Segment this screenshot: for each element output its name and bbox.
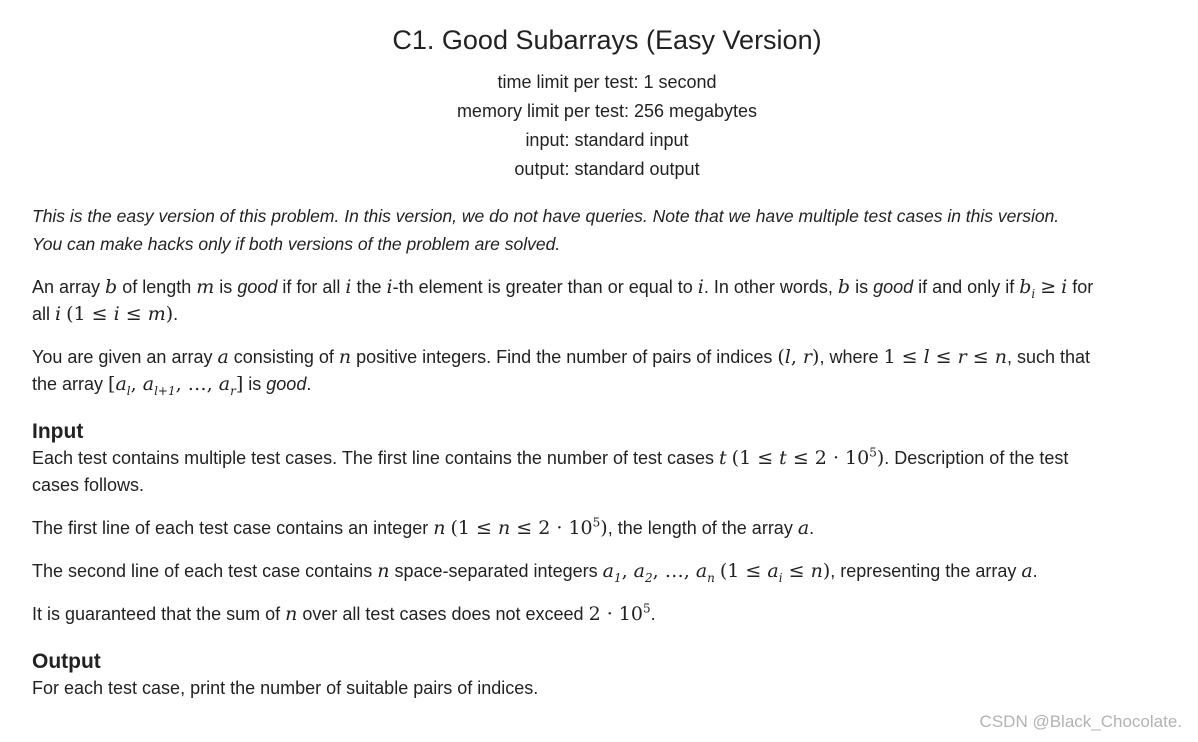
input-paragraph-1: Each test contains multiple test cases. The first line contains the number of test cases t $(1 \le t \le 2 \cdot 10^5)$. Description of the test cases follows. xyxy=(32,445,1069,495)
csdn-watermark: CSDN @Black_Chocolate. xyxy=(979,712,1182,731)
input-section-title: Input xyxy=(32,420,84,443)
statement-paragraph-1: An array b of length m is good if for all i the i-th element is greater than or equal to i. In other words, b is good if and only if $b_i \ge i$ for all i (1 ≤ i ≤ m). xyxy=(32,276,1094,325)
statement-paragraph-2: You are given an array a consisting of n positive integers. Find the number of pairs of indices (l, r), where 1 ≤ l ≤ r ≤ n, such that the array [$a_l$, $a_{l+1}$, …, $a_r$] is good. xyxy=(32,346,1091,398)
problem-statement xyxy=(32,0,1182,702)
output-paragraph-1: For each test case, print the number of suitable pairs of indices. xyxy=(32,678,539,698)
problem-title: C1. Good Subarrays (Easy Version) xyxy=(392,25,822,55)
problem-limits xyxy=(32,68,1182,184)
input-file: input: standard input xyxy=(525,130,689,150)
output-section-title: Output xyxy=(32,650,101,673)
input-paragraph-4: It is guaranteed that the sum of n over all test cases does not exceed $2 \cdot 10^5$. xyxy=(32,601,656,625)
input-paragraph-2: The first line of each test case contains an integer n $(1 \le n \le 2 \cdot 10^5)$, the length of the array a. xyxy=(32,515,815,539)
input-paragraph-3: The second line of each test case contains n space-separated integers $a_1$, $a_2$, …, $a_n$ $(1 \le a_i \le n)$, representing the array a. xyxy=(32,560,1038,585)
time-limit: time limit per test: 1 second xyxy=(497,72,717,92)
legend-note: This is the easy version of this problem. In this version, we do not have queries. Note that we have multiple test cases in this version. You can make hacks only if both versions of the problem are solved. xyxy=(32,206,1060,254)
output-file: output: standard output xyxy=(514,159,700,179)
memory-limit: memory limit per test: 256 megabytes xyxy=(456,101,758,121)
